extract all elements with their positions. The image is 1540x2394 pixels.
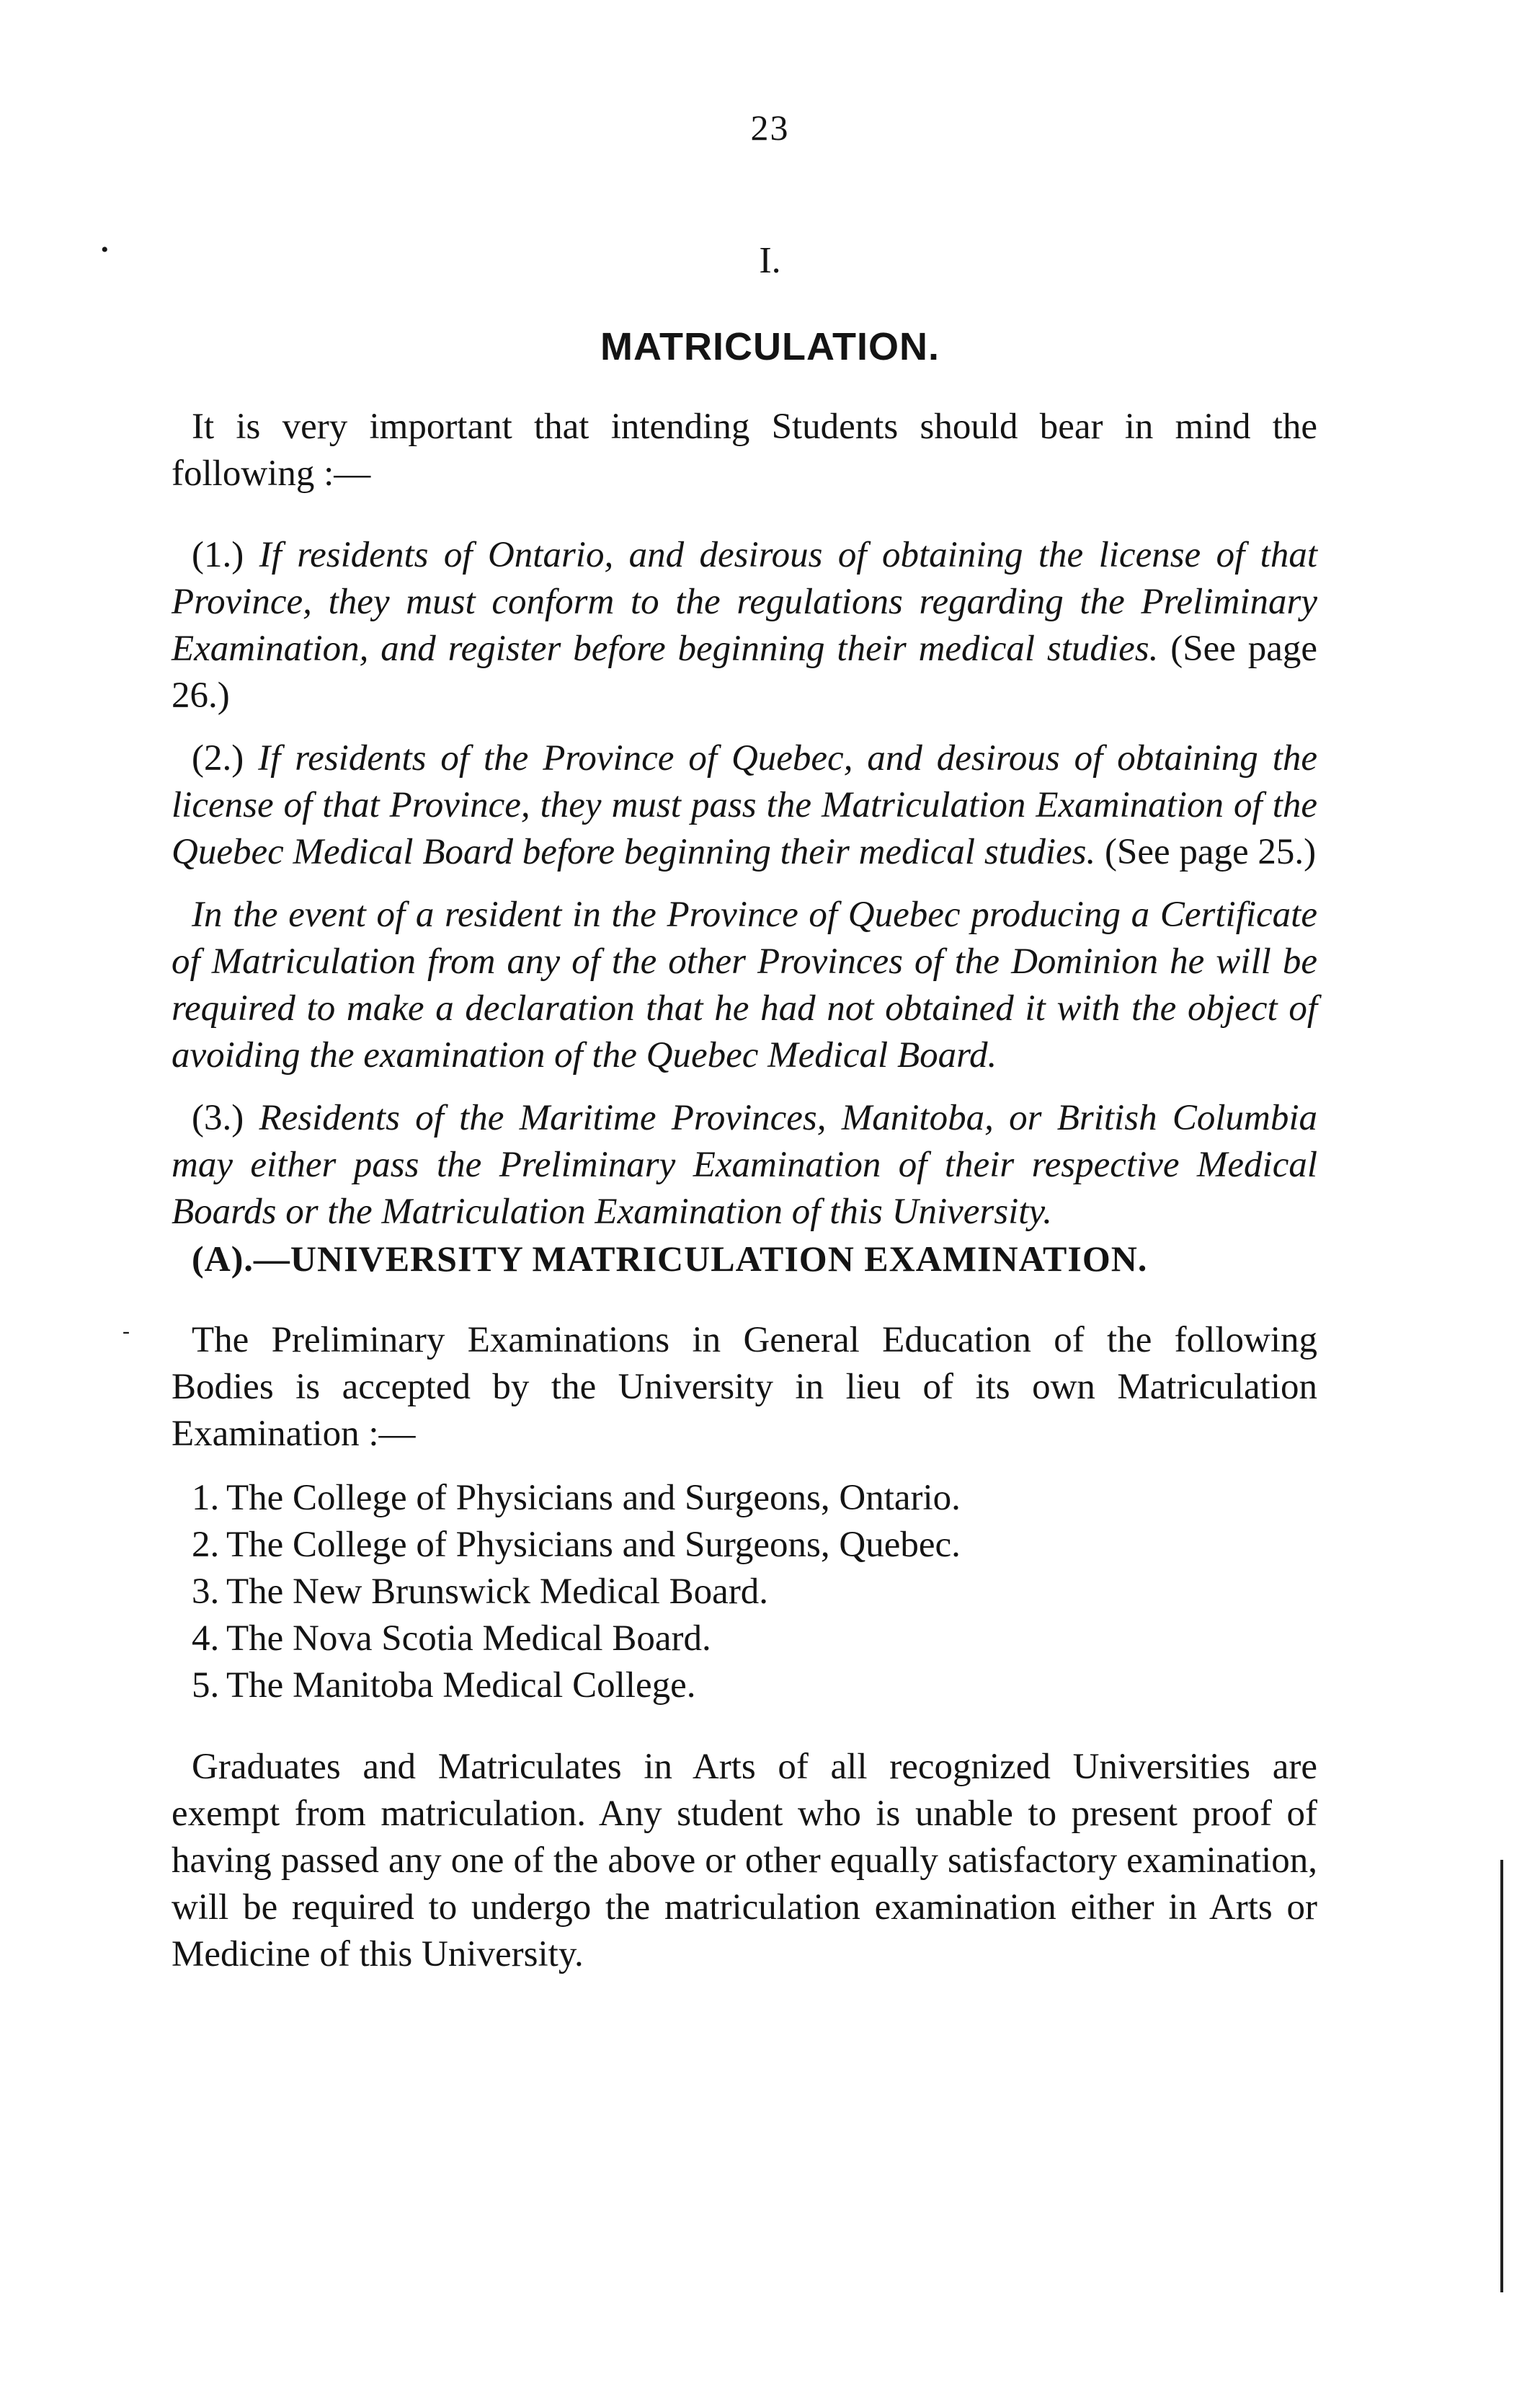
list-item: [172, 1615, 1317, 1662]
margin-dot-mark: •: [101, 238, 109, 262]
clause-quebec-note: [172, 892, 1317, 1079]
clause-3-marker: (3.): [192, 1098, 244, 1138]
list-item-number: 2.: [192, 1525, 220, 1565]
clause-1: [172, 532, 1317, 719]
clause-3-text: Residents of the Maritime Provinces, Manitoba, or British Columbia may either pass the Preliminary Examination of their respective Medical Boards or the Matriculation Examination of this University.: [172, 1098, 1318, 1232]
page-edge-line: [1500, 1860, 1503, 2292]
list-item: [172, 1662, 1317, 1709]
section-numeral: I.: [759, 240, 781, 281]
section-a-intro: The Preliminary Examinations in General Education of the following Bodies is accepted by the University in lieu of its own Matriculation Examination :—: [172, 1320, 1317, 1454]
list-item-number: 5.: [192, 1665, 220, 1706]
page-number: 23: [750, 107, 790, 148]
page-body: [172, 404, 1317, 1978]
closing-paragraph: Graduates and Matriculates in Arts of all recognized Universities are exempt from matriculation. Any student who is unable to present proof of having passed any one of the above or other equally satisfactory examination, will be required to undergo the matriculation examination either in Arts or Medicine of this University.: [172, 1747, 1317, 1974]
list-item: [172, 1522, 1317, 1569]
clause-2: [172, 735, 1317, 876]
list-item-text: The New Brunswick Medical Board.: [226, 1571, 769, 1612]
clause-1-reference: (See page 26.): [172, 629, 1318, 716]
list-item-number: 1.: [192, 1478, 220, 1518]
list-item-text: The Manitoba Medical College.: [226, 1665, 696, 1706]
clause-2-marker: (2.): [192, 738, 244, 779]
page-title: MATRICULATION.: [600, 325, 940, 368]
clause-2-reference: (See page 25.): [1105, 832, 1317, 872]
clause-1-marker: (1.): [192, 535, 244, 575]
list-item-text: The College of Physicians and Surgeons, Ontario.: [226, 1478, 961, 1518]
clause-1-text: If residents of Ontario, and desirous of obtaining the license of that Province, they must conform to the regulations regarding the Preliminary Examination, and register before beginning their medical studies.: [172, 535, 1318, 669]
list-item: [172, 1475, 1317, 1522]
clause-quebec-note-text: In the event of a resident in the Province of Quebec producing a Certificate of Matriculation from any of the other Provinces of the Dominion he will be required to make a declaration that he had not obtained it with the object of avoiding the examination of the Quebec Medical Board.: [172, 895, 1317, 1076]
list-item-text: The College of Physicians and Surgeons, Quebec.: [226, 1525, 961, 1565]
intro-paragraph: It is very important that intending Students should bear in mind the following :—: [172, 407, 1317, 494]
list-item-number: 3.: [192, 1571, 220, 1612]
clause-3: [172, 1095, 1317, 1236]
section-a-heading: (A).—UNIVERSITY MATRICULATION EXAMINATION.: [192, 1238, 1148, 1279]
list-item: [172, 1569, 1317, 1615]
list-item-number: 4.: [192, 1618, 220, 1659]
accepted-bodies-list: [172, 1475, 1317, 1709]
margin-dash-mark: -: [123, 1319, 130, 1343]
clause-2-text: If residents of the Province of Quebec, and desirous of obtaining the license of that Province, they must pass the Matriculation Examination of the Quebec Medical Board before beginning their medical studies.: [172, 738, 1318, 872]
list-item-text: The Nova Scotia Medical Board.: [226, 1618, 711, 1659]
